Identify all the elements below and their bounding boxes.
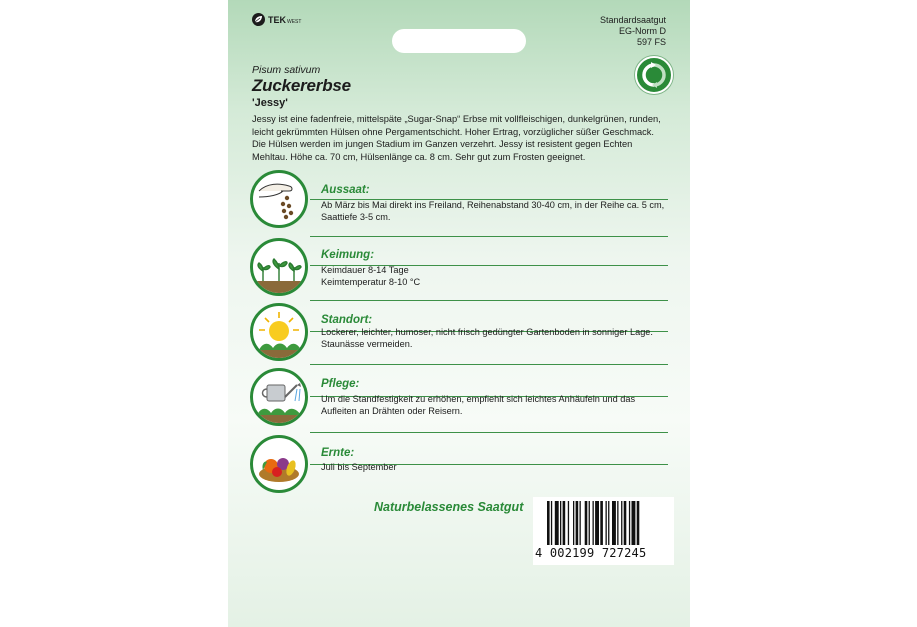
product-name: Zuckererbse: [252, 76, 351, 95]
barcode-bar: [555, 501, 559, 545]
barcode-bar: [593, 501, 594, 545]
seed-packet-back: [228, 0, 690, 627]
leaf-logo-icon: [252, 13, 265, 26]
green-dot-icon: [635, 56, 673, 94]
harvest-text: Juli bis September: [321, 462, 397, 472]
slogan: Naturbelassenes Saatgut: [374, 500, 524, 514]
barcode-bar: [632, 501, 636, 545]
barcode-bar: [606, 501, 607, 545]
barcode-bar: [563, 501, 566, 545]
barcode-bar: [568, 501, 569, 545]
sowing-hand-icon: [250, 170, 308, 228]
latin-name: Pisum sativum: [252, 64, 321, 76]
barcode-number: 4 002199 727245: [535, 546, 647, 560]
barcode-bar: [608, 501, 609, 545]
variety-name: 'Jessy': [252, 97, 288, 109]
barcode: [533, 497, 674, 565]
location-text: Lockerer, leichter, humoser, nicht frisch gedüngter Gartenboden in sonniger Lage. Staunässe vermeiden.: [321, 327, 653, 349]
care-title: Pflege:: [321, 378, 360, 390]
barcode-bar: [585, 501, 588, 545]
sun-icon: [250, 303, 308, 361]
standard-line-1: Standardsaatgut: [599, 15, 666, 25]
watering-can-icon: [250, 368, 308, 426]
standard-line-2: EG-Norm D: [619, 26, 666, 36]
germination-temperature: Keimtemperatur 8-10 °C: [321, 277, 421, 287]
section-divider: [310, 432, 668, 433]
care-text: Um die Standfestigkeit zu erhöhen, empfiehlt sich leichtes Anhäufeln und das Aufleiten an Drähten oder Reisern.: [321, 394, 636, 416]
barcode-bar: [576, 501, 579, 545]
brand-logo: [252, 13, 301, 26]
barcode-bars: [533, 497, 674, 547]
product-description: Jessy ist eine fadenfreie, mittelspäte „Sugar-Snap“ Erbse mit vollfleischigen, dunkelgrünen, runden, leicht gekrümmten Hülsen ohne Pergamentschicht. Hoher Ertrag, vorzüglicher süßer Geschmack. Die Hülsen werden im jungen Stadium im Ganzen verzehrt. Jessy ist resistent gegen Echten Mehltau. Höhe ca. 70 cm, Hülsenlänge ca. 8 cm. Sehr gut zum Frosten geeignet.: [252, 114, 661, 162]
section-divider: [310, 300, 668, 301]
germination-title: Keimung:: [321, 249, 375, 261]
barcode-bar: [624, 501, 627, 545]
standard-line-3: 597 FS: [636, 37, 666, 47]
barcode-bar: [547, 501, 550, 545]
harvest-title: Ernte:: [321, 447, 355, 459]
barcode-bar: [595, 501, 599, 545]
barcode-bar: [637, 501, 640, 545]
seedlings-icon: [250, 238, 308, 296]
barcode-bar: [573, 501, 574, 545]
barcode-bar: [629, 501, 630, 545]
harvest-basket-icon: [250, 435, 308, 493]
barcode-bar: [612, 501, 616, 545]
barcode-bar: [617, 501, 618, 545]
barcode-bar: [589, 501, 590, 545]
barcode-bar: [600, 501, 603, 545]
barcode-bar: [621, 501, 622, 545]
barcode-bar: [580, 501, 581, 545]
location-title: Standort:: [321, 314, 373, 326]
sowing-title: Aussaat:: [321, 184, 370, 196]
standard-info: [600, 15, 666, 48]
sowing-text: Ab März bis Mai direkt ins Freiland, Reihenabstand 30-40 cm, in der Reihe ca. 5 cm, Saattiefe 3-5 cm.: [321, 200, 665, 222]
brand-name: TEKWEST: [268, 14, 302, 25]
barcode-bar: [560, 501, 561, 545]
germination-duration: Keimdauer 8-14 Tage: [321, 265, 409, 275]
section-divider: [310, 364, 668, 365]
barcode-bar: [551, 501, 552, 545]
hanger-slot: [392, 29, 526, 53]
section-divider: [310, 236, 668, 237]
